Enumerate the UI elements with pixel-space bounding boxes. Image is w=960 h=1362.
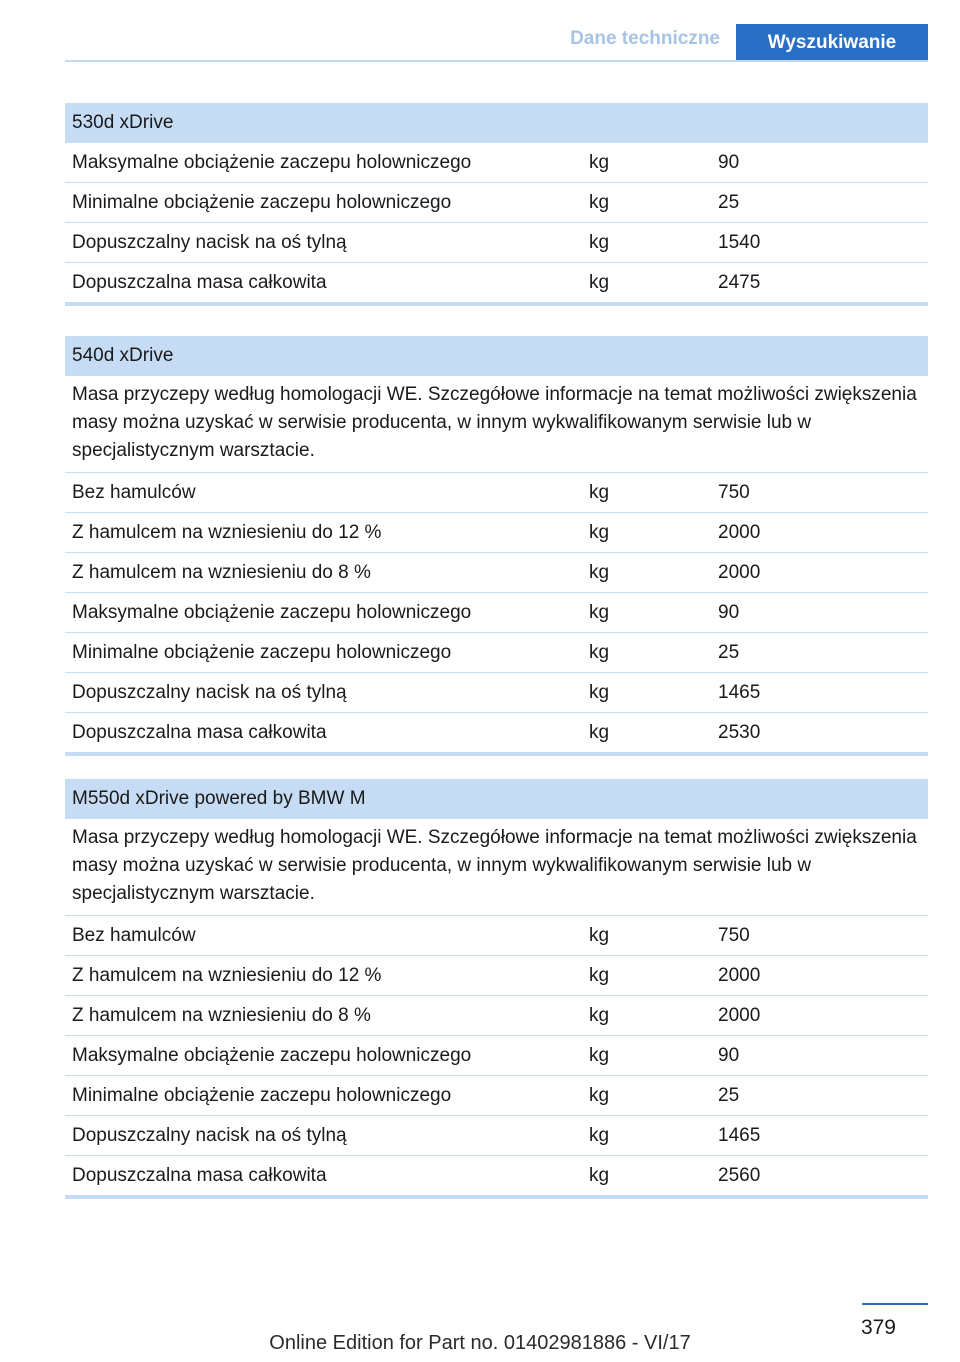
table-row: Bez hamulców kg 750 [65,473,928,513]
table-row: Z hamulcem na wzniesieniu do 8 % kg 2000 [65,553,928,593]
table-row: Maksymalne obciążenie zaczepu holowniczego kg 90 [65,593,928,633]
table-row: Minimalne obciążenie zaczepu holowniczego kg 25 [65,183,928,223]
table-row: Minimalne obciążenie zaczepu holowniczego kg 25 [65,1076,928,1116]
table-row: Maksymalne obciążenie zaczepu holowniczego kg 90 [65,143,928,183]
table-note: Masa przyczepy według homologacji WE. Szczegółowe informacje na temat możliwości zwiększenia masy można uzyskać w serwisie producenta, w innym wykwalifikowanym serwisie lub w specjalistycznym warsztacie. [65,819,928,916]
table-row: Z hamulcem na wzniesieniu do 12 % kg 2000 [65,956,928,996]
page-number: 379 [860,1316,896,1339]
table-row: Z hamulcem na wzniesieniu do 12 % kg 2000 [65,513,928,553]
table-row: Dopuszczalny nacisk na oś tylną kg 1540 [65,223,928,263]
table-title: 530d xDrive [65,103,928,143]
table-row: Dopuszczalna masa całkowita kg 2560 [72,1165,761,1186]
header-divider [65,60,928,62]
footer-edition: Online Edition for Part no. 01402981886 - VI/17 [269,1332,691,1354]
table-title: 540d xDrive [65,336,928,376]
table-note: Masa przyczepy według homologacji WE. Szczegółowe informacje na temat możliwości zwiększenia masy można uzyskać w serwisie producenta, w innym wykwalifikowanym serwisie lub w specjalistycznym warsztacie. [65,376,928,473]
table-end-bar [65,302,928,306]
table-row: Dopuszczalny nacisk na oś tylną kg 1465 [65,673,928,713]
table-end-bar [65,1195,928,1199]
table-row: Minimalne obciążenie zaczepu holowniczego kg 25 [65,633,928,673]
section-tab-dane-techniczne[interactable]: Dane techniczne [570,28,720,49]
page-number-rule [862,1303,928,1305]
table-row: Dopuszczalna masa całkowita kg 2530 [72,722,761,743]
table-row: Bez hamulców kg 750 [65,916,928,956]
table-row: Dopuszczalna masa całkowita kg 2475 [72,272,761,293]
spec-table-540d [65,336,928,756]
page-header [65,24,960,62]
tab-wyszukiwanie[interactable]: Wyszukiwanie [736,24,928,62]
table-end-bar [65,752,928,756]
table-row: Dopuszczalny nacisk na oś tylną kg 1465 [65,1116,928,1156]
spec-table-530d [65,103,928,306]
table-row: Maksymalne obciążenie zaczepu holowniczego kg 90 [65,1036,928,1076]
spec-table-m550d [65,779,928,1199]
table-title: M550d xDrive powered by BMW M [65,779,928,819]
table-row: Z hamulcem na wzniesieniu do 8 % kg 2000 [65,996,928,1036]
